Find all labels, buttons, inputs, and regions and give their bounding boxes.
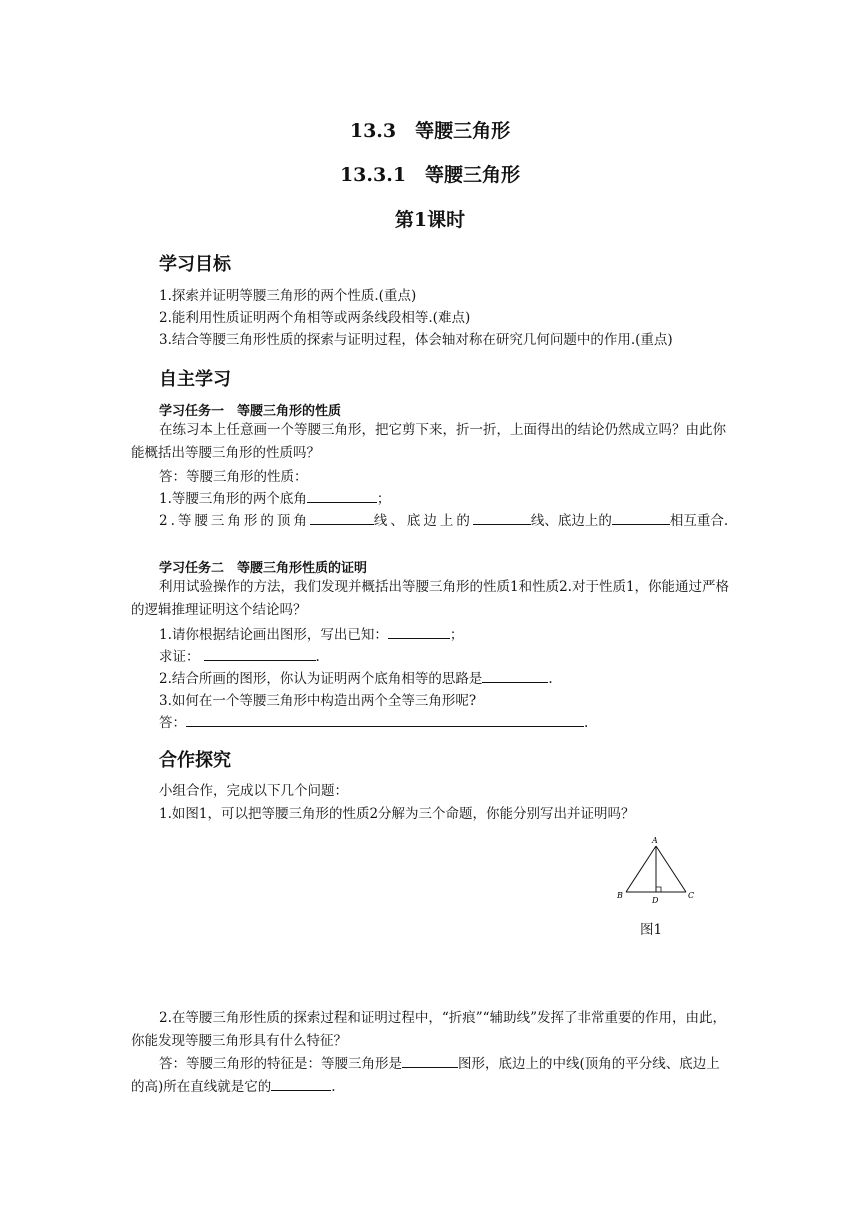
task2-answer [159, 712, 731, 734]
cooperative-q2: 2.在等腰三角形性质的探索过程和证明过程中，“折痕”“辅助线”发挥了非常重要的作用，由此，你能发现等腰三角形具有什么特征？ [131, 1010, 726, 1049]
task1-title: 学习任务一 等腰三角形的性质 [159, 404, 342, 419]
label-a: A [652, 836, 658, 845]
self-study-heading: 自主学习 [159, 369, 231, 390]
cooperative-a2 [131, 1053, 731, 1098]
property2-text-a: 2.等腰三角形的顶角 [159, 513, 310, 529]
task1-property1 [159, 488, 731, 510]
a2-text-b: 图形，底边上的中线(顶角的平分线、底边上的高)所在直线就是它的 [131, 1056, 720, 1095]
lesson-title: 第1课时 [394, 209, 466, 231]
a2-text-a: 答：等腰三角形的特征是：等腰三角形是 [159, 1056, 402, 1072]
section-title: 13.3 等腰三角形 [349, 120, 511, 142]
punctuation: ； [376, 491, 391, 507]
fill-blank[interactable] [186, 712, 584, 727]
property2-text-c: 线、底边上的 [530, 513, 612, 529]
punctuation: . [331, 1078, 336, 1095]
task1-answer-label: 答：等腰三角形的性质： [159, 469, 308, 485]
cooperative-q1: 1.如图1，可以把等腰三角形的性质2分解为三个命题，你能分别写出并证明吗？ [159, 806, 635, 822]
property2-text-d: 相互重合. [669, 513, 729, 529]
property1-text: 1.等腰三角形的两个底角 [159, 491, 307, 507]
objective-item: 2.能利用性质证明两个角相等或两条线段相等.(难点) [159, 310, 471, 326]
subsection-title: 13.3.1 等腰三角形 [339, 164, 521, 186]
prove-label: 求证： [159, 649, 200, 665]
fill-blank[interactable] [204, 646, 316, 661]
fill-blank[interactable] [307, 488, 377, 503]
task2-q2 [159, 668, 731, 690]
task1-property2 [131, 510, 731, 533]
fill-blank[interactable] [612, 510, 670, 525]
punctuation: . [548, 671, 553, 687]
fill-blank[interactable] [271, 1076, 331, 1091]
figure-caption: 图1 [640, 922, 663, 938]
q2-text: 2.结合所画的图形，你认为证明两个底角相等的思路是 [159, 671, 483, 687]
task2-prove [159, 646, 731, 668]
objective-item: 1.探索并证明等腰三角形的两个性质.(重点) [159, 288, 417, 304]
punctuation: . [315, 649, 320, 665]
fill-blank[interactable] [310, 510, 374, 525]
label-c: C [688, 891, 695, 900]
task2-q3: 3.如何在一个等腰三角形中构造出两个全等三角形呢? [159, 693, 477, 709]
cooperative-intro: 小组合作，完成以下几个问题： [159, 783, 348, 799]
punctuation: ； [449, 627, 464, 643]
task2-q1 [159, 624, 731, 646]
cooperative-heading: 合作探究 [159, 750, 231, 771]
fill-blank[interactable] [482, 668, 548, 683]
side-ab [626, 846, 656, 892]
fill-blank[interactable] [388, 624, 450, 639]
property2-text-b: 线、底边上的 [373, 513, 473, 529]
triangle-figure [614, 834, 698, 914]
task1-intro: 在练习本上任意画一个等腰三角形，把它剪下来，折一折，上面得出的结论仍然成立吗？由此你能概括出等腰三角形的性质吗？ [131, 422, 726, 461]
label-d: D [652, 896, 659, 905]
right-angle-mark [656, 887, 661, 892]
task2-title: 学习任务二 等腰三角形性质的证明 [159, 561, 368, 576]
fill-blank[interactable] [402, 1053, 458, 1068]
punctuation: . [584, 715, 589, 731]
objective-item: 3.结合等腰三角形性质的探索与证明过程，体会轴对称在研究几何问题中的作用.(重点) [159, 332, 673, 348]
label-b: B [617, 891, 623, 900]
objectives-heading: 学习目标 [159, 254, 231, 275]
answer-label: 答： [159, 715, 186, 731]
side-ac [656, 846, 686, 892]
q1-text: 1.请你根据结论画出图形，写出已知： [159, 627, 388, 643]
fill-blank[interactable] [473, 510, 531, 525]
task2-intro: 利用试验操作的方法，我们发现并概括出等腰三角形的性质1和性质2.对于性质1，你能通过严格的逻辑推理证明这个结论吗？ [131, 579, 730, 618]
